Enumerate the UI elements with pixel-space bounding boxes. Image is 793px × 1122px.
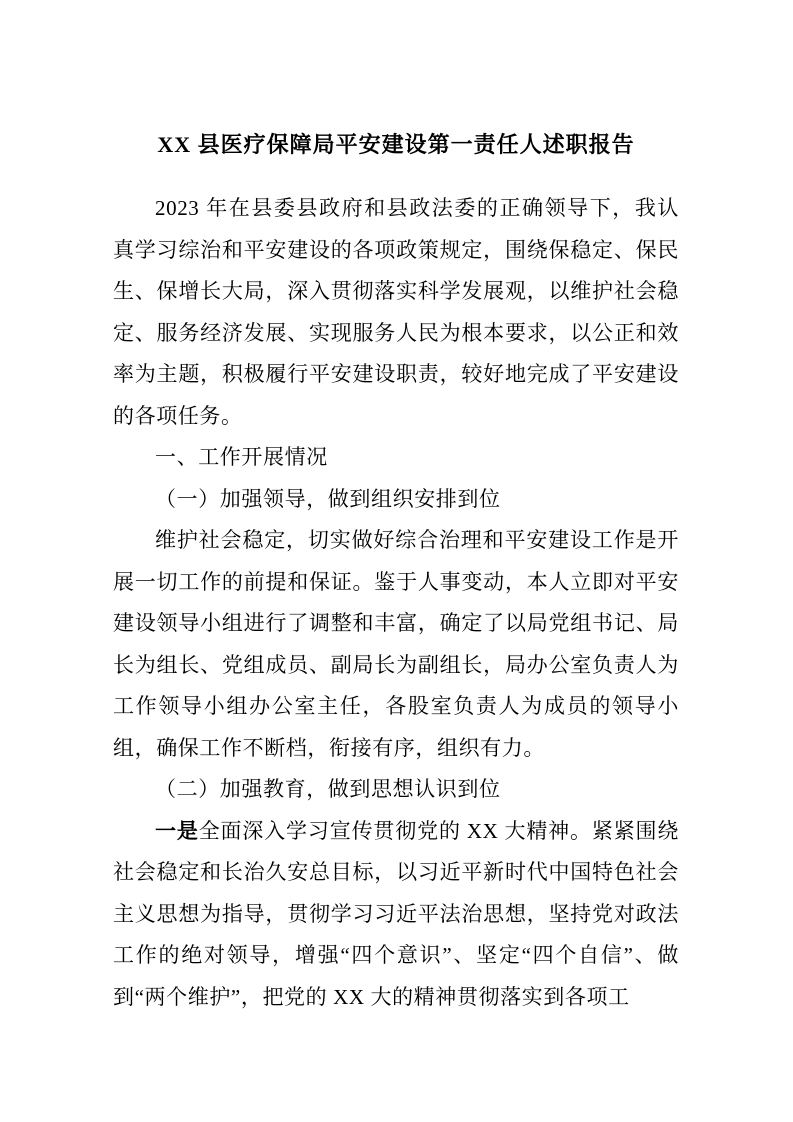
- intro-paragraph: 2023 年在县委县政府和县政法委的正确领导下，我认真学习综治和平安建设的各项政策规定，围绕保稳定、保民生、保增长大局，深入贯彻落实科学发展观，以维护社会稳定、服务经济发展、实现服务人民为根本要求，以公正和效率为主题，积极履行平安建设职责，较好地完成了平安建设的各项任务。: [113, 196, 679, 428]
- document-title: [113, 124, 679, 166]
- document-body: [113, 188, 679, 1018]
- subsection-1-heading: （一）加强领导，做到组织安排到位: [155, 486, 501, 511]
- document-title-text: XX 县医疗保障局平安建设第一责任人述职报告: [157, 132, 635, 157]
- point-1-paragraph: [113, 811, 679, 1019]
- section-1-heading: 一、工作开展情况: [155, 445, 328, 469]
- subsection-1-paragraph: 维护社会稳定，切实做好综合治理和平安建设工作是开展一切工作的前提和保证。鉴于人事变动，本人立即对平安建设领导小组进行了调整和丰富，确定了以局党组书记、局长为组长、党组成员、副局长为副组长，局办公室负责人为工作领导小组办公室主任，各股室负责人为成员的领导小组，确保工作不断档，衔接有序，组织有力。: [113, 528, 679, 760]
- point-1-lead-in: 一是: [155, 818, 199, 843]
- point-1-text: 全面深入学习宣传贯彻党的 XX 大精神。紧紧围绕社会稳定和长治久安总目标，以习近平新时代中国特色社会主义思想为指导，贯彻学习习近平法治思想，坚持党对政法工作的绝对领导，增强“四个意识”、坚定“四个自信”、做到“两个维护”，把党的 XX 大的精神贯彻落实到各项工: [113, 818, 679, 1009]
- subsection-2-heading: （二）加强教育，做到思想认识到位: [155, 777, 501, 801]
